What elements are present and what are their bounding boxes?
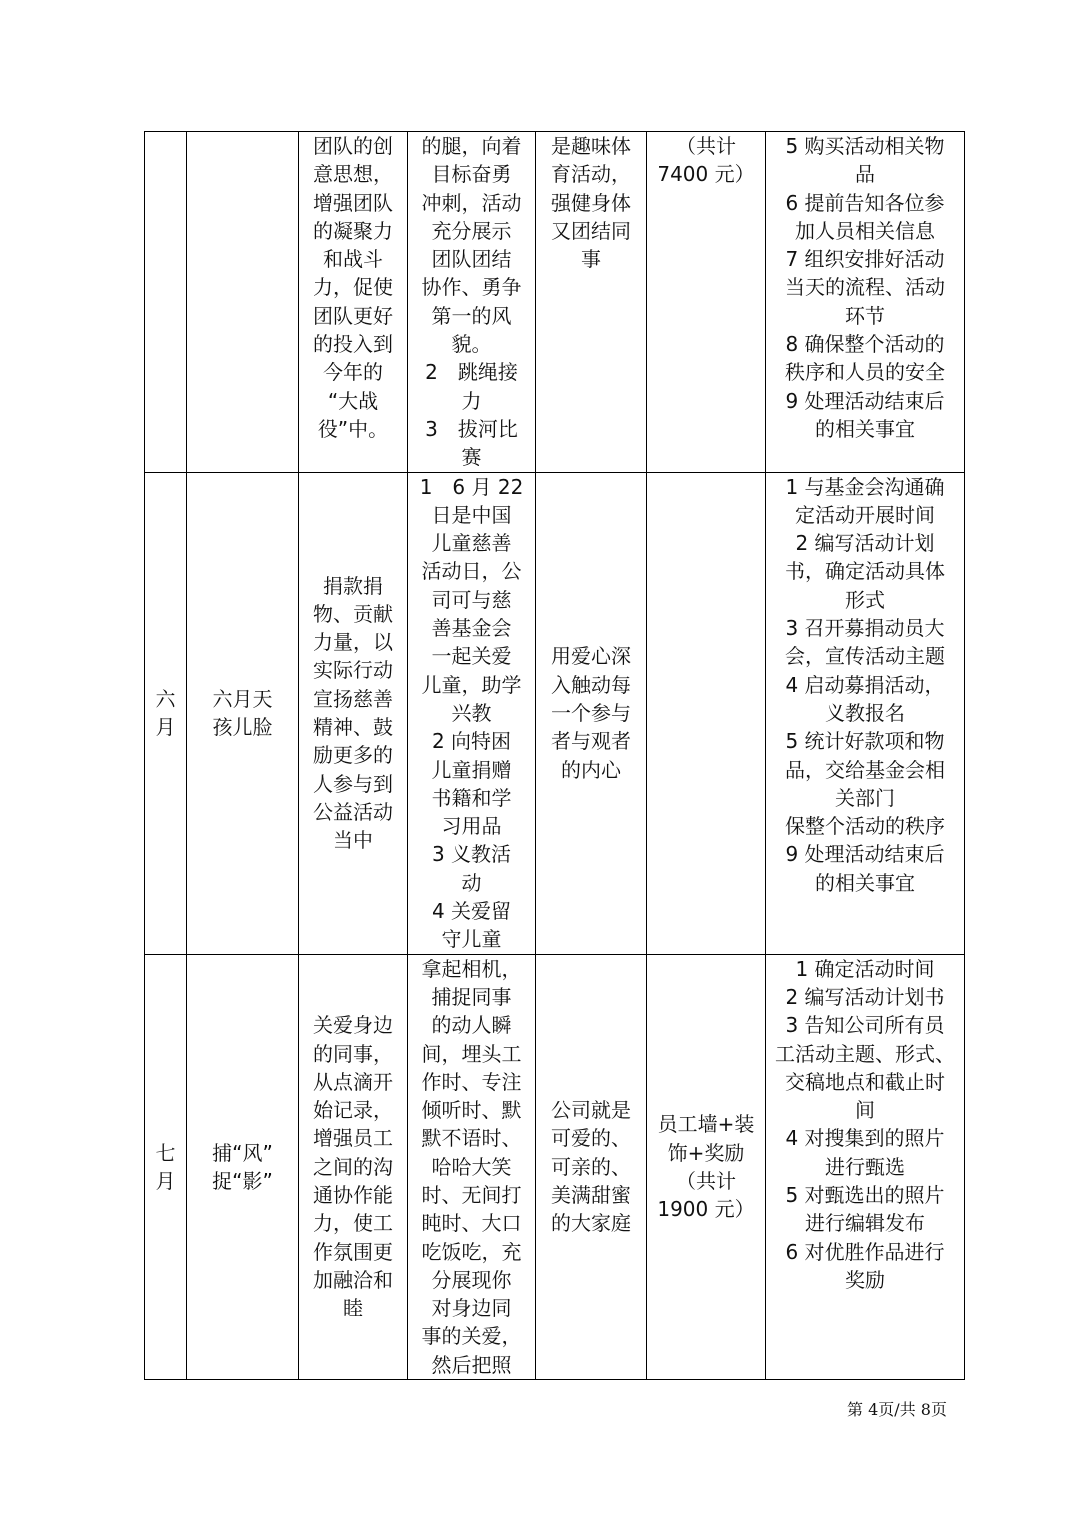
slogan-cell: 是趣味体 育活动， 强健身体 又团结同 事 xyxy=(536,132,647,473)
purpose-cell: 捐款捐 物、贡献 力量，以 实际行动 宣扬慈善 精神、鼓 励更多的 人参与到 公益活动 当中 xyxy=(299,472,408,954)
table-row xyxy=(145,132,965,473)
theme-cell xyxy=(187,132,299,473)
activity-plan-table xyxy=(144,131,965,1380)
content-cell: 1 6 月 22 日是中国 儿童慈善 活动日，公 司可与慈 善基金会 一起关爱 儿童，助学 兴教 2 向特困 儿童捐赠 书籍和学 习用品 3 义教活 动 4 关爱留 守儿童 xyxy=(408,472,536,954)
slogan-cell: 用爱心深 入触动每 一个参与 者与观者 的内心 xyxy=(536,472,647,954)
budget-cell: 员工墙+装 饰+奖励 （共计 1900 元） xyxy=(647,954,766,1379)
month-cell: 七 月 xyxy=(145,954,187,1379)
theme-cell: 捕“风” 捉“影” xyxy=(187,954,299,1379)
theme-cell: 六月天 孩儿脸 xyxy=(187,472,299,954)
steps-cell: 1 与基金会沟通确 定活动开展时间 2 编写活动计划 书，确定活动具体 形式 3 召开募捐动员大 会，宣传活动主题 4 启动募捐活动， 义教报名 5 统计好款项和物 品，交给基金会相 关部门 保整个活动的秩序 9 处理活动结束后 的相关事宜 xyxy=(766,472,965,954)
purpose-cell: 关爱身边 的同事， 从点滴开 始记录， 增强员工 之间的沟 通协作能 力，使工 作氛围更 加融洽和 睦 xyxy=(299,954,408,1379)
month-cell: 六 月 xyxy=(145,472,187,954)
slogan-cell: 公司就是 可爱的、 可亲的、 美满甜蜜 的大家庭 xyxy=(536,954,647,1379)
page-number: 第 4页/共 8页 xyxy=(847,1400,947,1419)
budget-cell: （共计 7400 元） xyxy=(647,132,766,473)
budget-cell xyxy=(647,472,766,954)
steps-cell: 5 购买活动相关物 品 6 提前告知各位参 加人员相关信息 7 组织安排好活动 当天的流程、活动 环节 8 确保整个活动的 秩序和人员的安全 9 处理活动结束后 的相关事宜 xyxy=(766,132,965,473)
purpose-cell: 团队的创 意思想， 增强团队 的凝聚力 和战斗 力，促使 团队更好 的投入到 今年的 “大战 役”中。 xyxy=(299,132,408,473)
steps-cell: 1 确定活动时间 2 编写活动计划书 3 告知公司所有员 工活动主题、形式、 交稿地点和截止时 间 4 对搜集到的照片 进行甄选 5 对甄选出的照片 进行编辑发布 6 对优胜作品进行 奖励 xyxy=(766,954,965,1379)
content-cell: 的腿，向着 目标奋勇 冲刺，活动 充分展示 团队团结 协作、勇争 第一的风 貌。 2 跳绳接 力 3 拔河比 赛 xyxy=(408,132,536,473)
table-row xyxy=(145,954,965,1379)
table-row xyxy=(145,472,965,954)
content-cell: 拿起相机， 捕捉同事 的动人瞬 间，埋头工 作时、专注 倾听时、默 默不语时、 哈哈大笑 时、无间打 盹时、大口 吃饭吃，充 分展现你 对身边同 事的关爱， 然后把照 xyxy=(408,954,536,1379)
month-cell xyxy=(145,132,187,473)
